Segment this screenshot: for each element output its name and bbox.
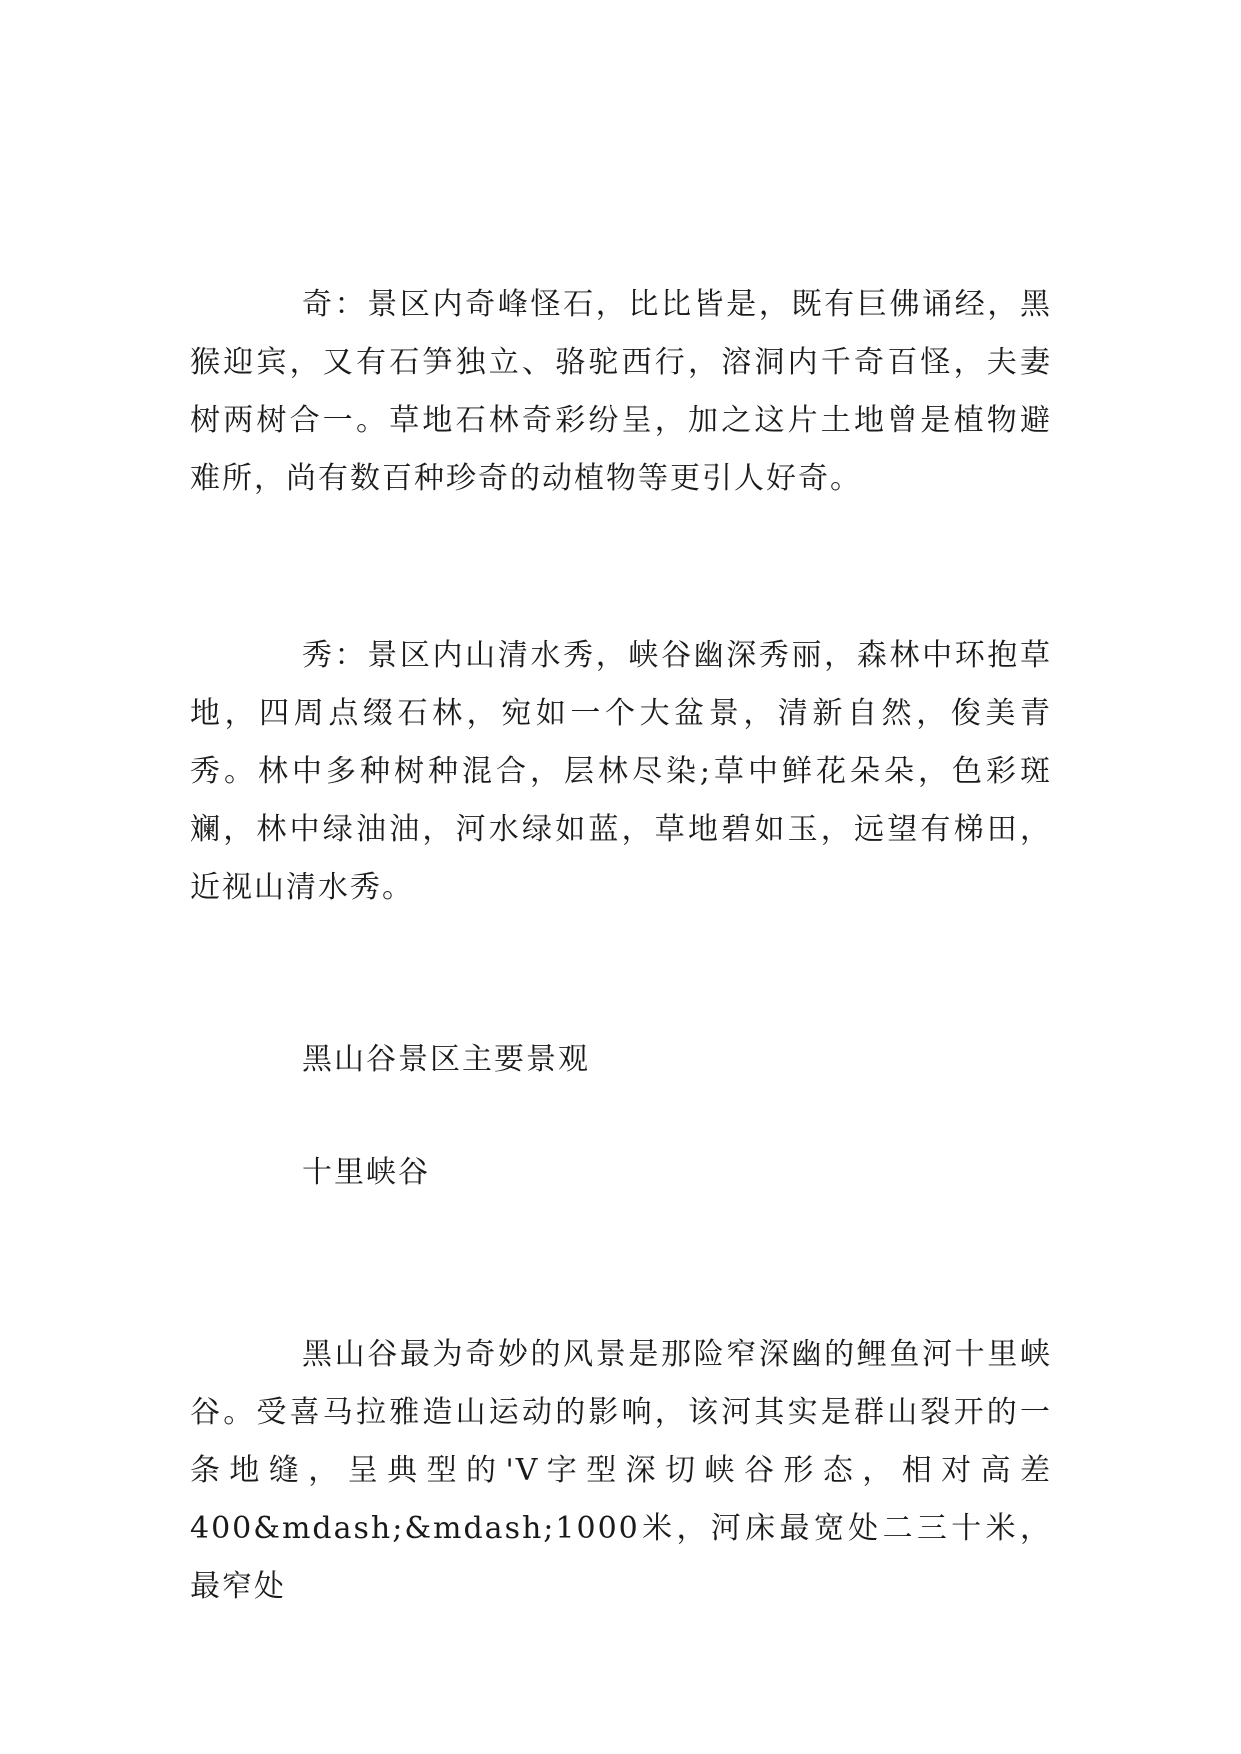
subsection-title: 十里峡谷 [302, 1155, 430, 1190]
paragraph-canyon: 黑山谷最为奇妙的风景是那险窄深幽的鲤鱼河十里峡谷。受喜马拉雅造山运动的影响，该河其实是群山裂开的一条地缝，呈典型的'V字型深切峡谷形态，相对高差400&mdash;&mdash;1000米，河床最宽处二三十米，最窄处 [190, 1337, 1052, 1604]
section-title: 黑山谷景区主要景观 [302, 1042, 590, 1077]
paragraph-qi: 奇：景区内奇峰怪石，比比皆是，既有巨佛诵经，黑猴迎宾，又有石笋独立、骆驼西行，溶洞内千奇百怪，夫妻树两树合一。草地石林奇彩纷呈，加之这片土地曾是植物避难所，尚有数百种珍奇的动植物等更引人好奇。 [190, 287, 1052, 496]
paragraph-xiu: 秀：景区内山清水秀，峡谷幽深秀丽，森林中环抱草地，四周点缀石林，宛如一个大盆景，清新自然，俊美青秀。林中多种树种混合，层林尽染;草中鲜花朵朵，色彩斑斓，林中绿油油，河水绿如蓝，草地碧如玉，远望有梯田，近视山清水秀。 [190, 638, 1052, 905]
